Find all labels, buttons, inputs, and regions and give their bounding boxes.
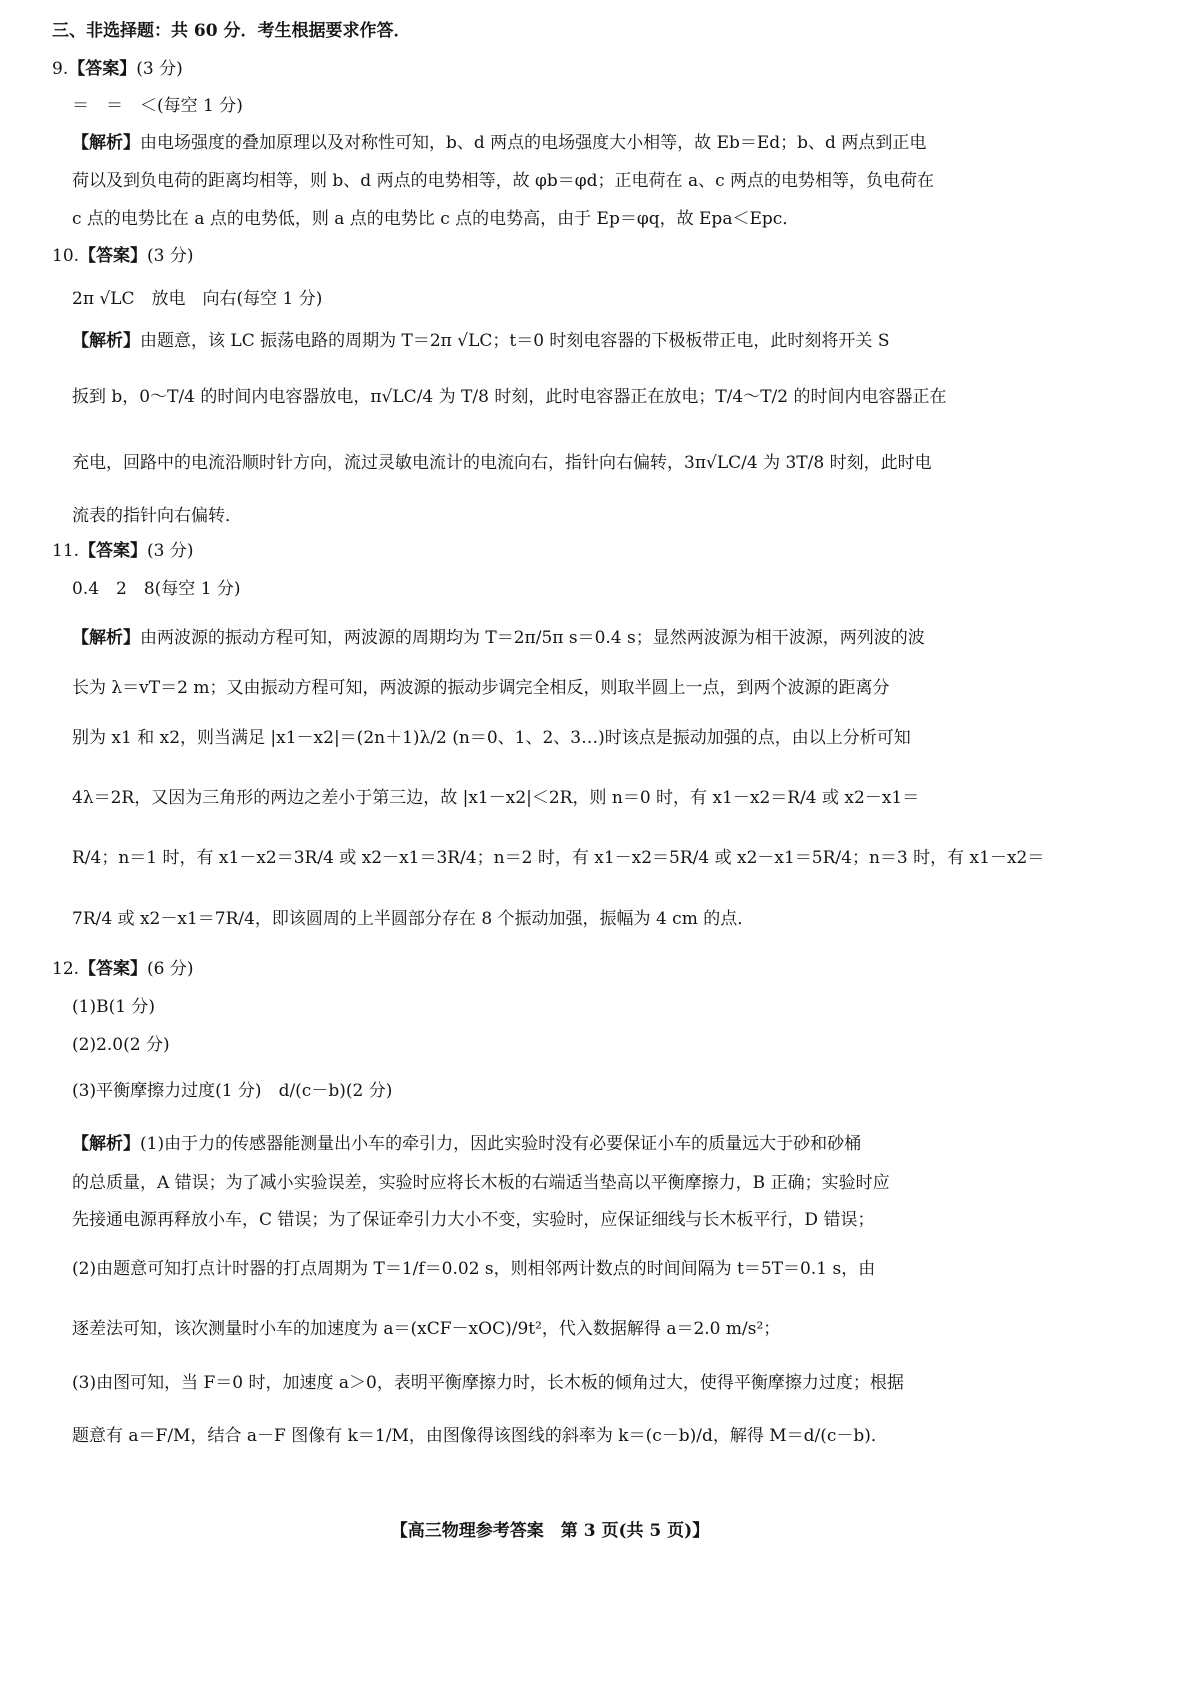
q11-analysis-line-6: 7R/4 或 x2－x1＝7R/4，即该圆周的上半圆部分存在 8 个振动加强，振幅为 4 cm 的点． (72, 909, 755, 929)
q12-answer-3: (3)平衡摩擦力过度(1 分) d/(c－b)(2 分) (72, 1081, 393, 1101)
q11-analysis-line-2: 长为 λ＝vT＝2 m；又由振动方程可知，两波源的振动步调完全相反，则取半圆上一点，到两个波源的距离分 (72, 678, 890, 698)
q11-analysis-line-1: 【解析】由两波源的振动方程可知，两波源的周期均为 T＝2π/5π s＝0.4 s；显然两波源为相干波源，两列波的波 (72, 628, 925, 648)
q9-answer: ＝ ＝ ＜(每空 1 分) (72, 96, 243, 116)
q11-answer: 0.4 2 8(每空 1 分) (72, 579, 241, 599)
q11-header: 11.【答案】(3 分) (52, 541, 194, 561)
q9-header (52, 58, 183, 80)
q12-analysis-line-4: (2)由题意可知打点计时器的打点周期为 T＝1/f＝0.02 s，则相邻两计数点的时间间隔为 t＝5T＝0.1 s，由 (72, 1259, 876, 1279)
q10-answer: 2π √LC 放电 向右(每空 1 分) (72, 289, 323, 309)
q12-analysis-line-5: 逐差法可知，该次测量时小车的加速度为 a＝(xCF－xOC)/9t²，代入数据解得 a＝2.0 m/s²； (72, 1319, 781, 1339)
q9-points: (3 分) (136, 59, 183, 79)
q12-header: 12.【答案】(6 分) (52, 959, 194, 979)
q9-analysis-tag: 【解析】 (72, 133, 140, 153)
q12-analysis-line-2: 的总质量，A 错误；为了减小实验误差，实验时应将长木板的右端适当垫高以平衡摩擦力，B 正确；实验时应 (72, 1173, 890, 1193)
q12-analysis-line-1: 【解析】(1)由于力的传感器能测量出小车的牵引力，因此实验时没有必要保证小车的质量远大于砂和砂桶 (72, 1134, 862, 1154)
q10-analysis-line-3: 充电，回路中的电流沿顺时针方向，流过灵敏电流计的电流向右，指针向右偏转，3π√LC/4 为 3T/8 时刻，此时电 (72, 453, 932, 473)
q12-answer-1: (1)B(1 分) (72, 997, 156, 1017)
page-footer: 【高三物理参考答案 第 3 页(共 5 页)】 (390, 1521, 710, 1541)
q11-analysis-line-4: 4λ＝2R，又因为三角形的两边之差小于第三边，故 |x1－x2|＜2R，则 n＝0 时，有 x1－x2＝R/4 或 x2－x1＝ (72, 788, 920, 808)
q9-analysis-line-2: 荷以及到负电荷的距离均相等，则 b、d 两点的电势相等，故 φb＝φd；正电荷在 a、c 两点的电势相等，负电荷在 (72, 171, 935, 191)
q10-analysis-line-1: 【解析】由题意，该 LC 振荡电路的周期为 T＝2π √LC；t＝0 时刻电容器的下极板带正电，此时刻将开关 S (72, 331, 890, 351)
q9-analysis-line-1: 【解析】由电场强度的叠加原理以及对称性可知，b、d 两点的电场强度大小相等，故 Eb＝Ed；b、d 两点到正电 (72, 133, 927, 153)
q10-analysis-line-2: 扳到 b，0～T/4 的时间内电容器放电，π√LC/4 为 T/8 时刻，此时电容器正在放电；T/4～T/2 的时间内电容器正在 (72, 387, 947, 407)
q9-answer-tag: 【答案】 (68, 59, 137, 79)
q11-analysis-line-5: R/4；n＝1 时，有 x1－x2＝3R/4 或 x2－x1＝3R/4；n＝2 时，有 x1－x2＝5R/4 或 x2－x1＝5R/4；n＝3 时，有 x1－x2＝ (72, 848, 1045, 868)
q9-analysis-line-3: c 点的电势比在 a 点的电势低，则 a 点的电势比 c 点的电势高，由于 Ep＝φq，故 Epa＜Epc． (72, 209, 800, 229)
q10-header: 10.【答案】(3 分) (52, 246, 194, 266)
section-title: 三、非选择题：共 60 分．考生根据要求作答． (52, 21, 411, 41)
q12-analysis-line-6: (3)由图可知，当 F＝0 时，加速度 a＞0，表明平衡摩擦力时，长木板的倾角过大，使得平衡摩擦力过度；根据 (72, 1373, 904, 1393)
q12-analysis-line-3: 先接通电源再释放小车，C 错误；为了保证牵引力大小不变，实验时，应保证细线与长木板平行，D 错误； (72, 1210, 875, 1230)
q11-analysis-line-3: 别为 x1 和 x2，则当满足 |x1－x2|＝(2n＋1)λ/2 (n＝0、1、2、3…)时该点是振动加强的点，由以上分析可知 (72, 728, 911, 748)
q12-answer-2: (2)2.0(2 分) (72, 1035, 170, 1055)
q12-analysis-line-7: 题意有 a＝F/M，结合 a－F 图像有 k＝1/M，由图像得该图线的斜率为 k＝(c－b)/d，解得 M＝d/(c－b)． (72, 1426, 888, 1446)
q9-num: 9. (52, 59, 69, 79)
q10-analysis-line-4: 流表的指针向右偏转． (72, 506, 242, 526)
